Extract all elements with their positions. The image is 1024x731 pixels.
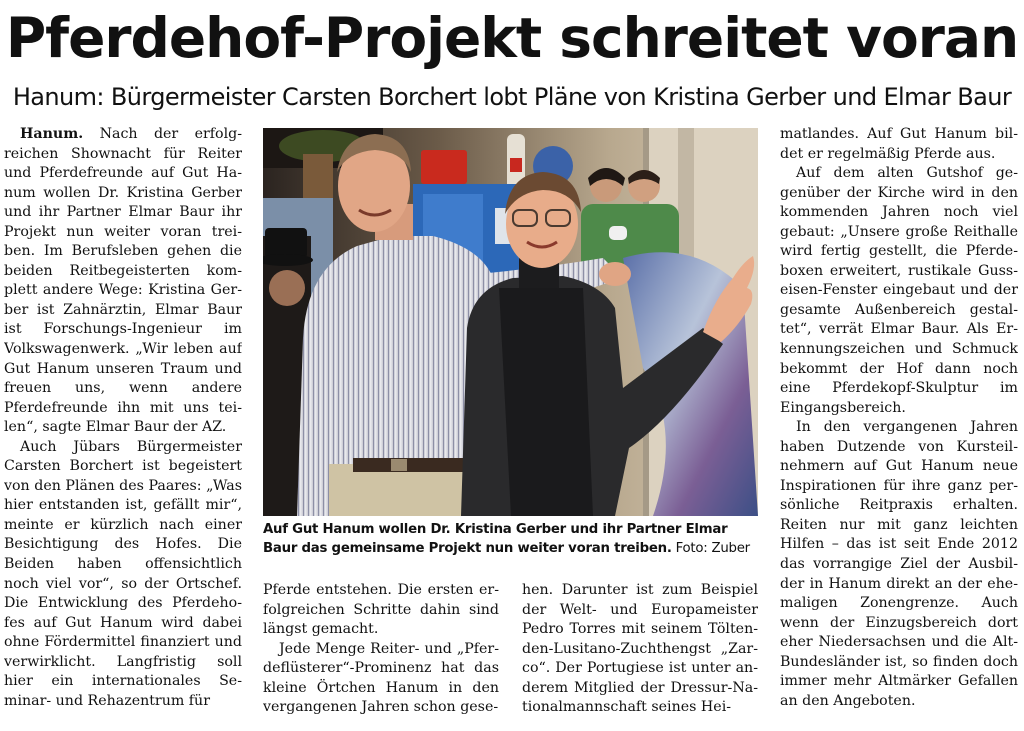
news-photo [263,128,758,516]
paragraph-4: Auf dem alten Gutshof ge-genüber der Kirche wird in den kommenden Jahren noch viel gebaut: „Unsere große Reithalle wird fertig gestellt, die Pferde-boxen erweitert, rustikale Guss-eisen-Fenster eingebaut und der gesamte Außenbereich gestal-tet“, verrät Elmar Baur. Als Er-kennungszeichen und Schmuck bekommt der Hof dann noch eine Pferdekopf-Skulptur im Eingangsbereich. [780,165,1018,416]
text-column-3 [522,581,758,729]
paragraph-2: Auch Jübars Bürgermeister Carsten Borchert ist begeistert von den Plänen des Paares: „Was hier entstanden ist, gefällt mir“, meinte er kürzlich nach einer Besichtigung des Hofes. Die Beiden haben offensichtlich noch viel vor“, so der Ortschef. Die Entwicklung des Pferdeho-fes auf Gut Hanum wird dabei ohne Fördermittel finanziert und verwirklicht. Langfristig soll hier ein internationales Se-minar- und Rehazentrum für [4,438,242,709]
subheadline: Hanum: Bürgermeister Carsten Borchert lobt Pläne von Kristina Gerber und Elmar Baur [12,83,1012,111]
photo-caption [263,520,759,558]
headline: Pferdehof-Projekt schreitet voran [5,6,1019,70]
text-column-4 [780,125,1018,729]
paragraph-2-continued: Pferde entstehen. Die ersten er-folgreichen Schritte dahin sind längst gemacht. [263,582,499,638]
paragraph-3-continued: hen. Darunter ist zum Beispiel der Welt- und Europameister Pedro Torres mit seinem Tölten-den-Lusitano-Zuchthengst „Zar-co“. Der Portugiese ist unter an-derem Mitglied der Dressur-Na-tionalmannschaft seines Hei- [522,582,758,716]
text-column-2 [263,581,499,729]
paragraph-5: In den vergangenen Jahren haben Dutzende von Kursteil-nehmern auf Gut Hanum neue Inspirationen für ihre ganz per-sönliche Reitpraxis erhalten. Reiten nur mit ganz leichten Hilfen – das ist seit Ende 2012 das vorrangige Ziel der Ausbil-der in Hanum direkt an der ehe-maligen Zonengrenze. Auch wenn der Einzugsbereich dort eher Niedersachsen und die Alt-Bundesländer ist, so finden doch immer mehr Altmärker Gefallen an den Angeboten. [780,419,1018,709]
text-column-1 [4,125,242,729]
paragraph-1 [4,125,242,438]
paragraph-3: Jede Menge Reiter- und „Pfer-deflüsterer“-Prominenz hat das kleine Örtchen Hanum in den vergangenen Jahren schon gese- [263,640,499,716]
dateline-place: Hanum. [20,126,84,142]
paragraph-3-continued-2: matlandes. Auf Gut Hanum bil-det er regelmäßig Pferde aus. [780,126,1018,162]
caption-text: Auf Gut Hanum wollen Dr. Kristina Gerber und ihr Partner Elmar Baur das gemeinsame Projekt nun weiter voran treiben. [263,522,728,556]
photo-credit: Foto: Zuber [671,541,750,556]
paragraph-1-text: Nach der erfolg-reichen Shownacht für Reiter und Pferdefreunde auf Gut Ha-num wollen Dr. Kristina Gerber und ihr Partner Elmar Baur ihr Projekt nun weiter voran trei-ben. Im Berufsleben gehen die beiden Reitbegeisterten kom-plett andere Wege: Kristina Ger-ber ist Zahnärztin, Elmar Baur ist Forschungs-Ingenieur im Volkswagenwerk. „Wir leben auf Gut Hanum unseren Traum und freuen uns, wenn andere Pferdefreunde ihn mit uns tei-len“, sagte Elmar Baur der AZ. [4,126,242,436]
